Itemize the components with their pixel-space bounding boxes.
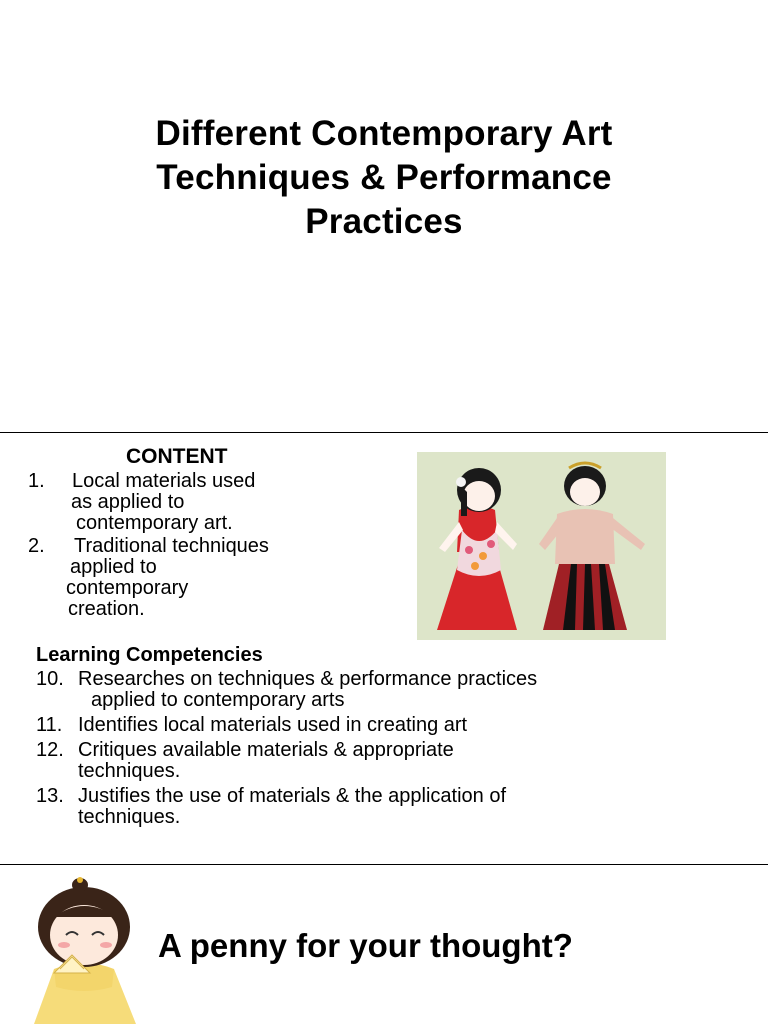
list-text-line: techniques. xyxy=(78,760,181,782)
girl-with-fan-image xyxy=(24,877,144,1024)
list-number: 2. xyxy=(28,535,45,557)
slide-closing xyxy=(0,865,768,1024)
girl-with-fan-icon xyxy=(24,877,144,1024)
list-number: 1. xyxy=(28,470,45,492)
list-text-line: applied to contemporary arts xyxy=(91,689,345,711)
learning-competencies-heading: Learning Competencies xyxy=(36,644,263,666)
list-text-line: creation. xyxy=(68,598,145,620)
list-item xyxy=(36,740,736,782)
list-number: 10. xyxy=(36,668,64,690)
list-item xyxy=(36,669,736,711)
list-text-line: Critiques available materials & appropriate xyxy=(78,739,454,761)
content-heading: CONTENT xyxy=(126,445,228,468)
paper-dolls-image xyxy=(417,452,666,640)
list-item xyxy=(28,471,378,534)
list-item xyxy=(36,786,736,828)
list-text-line: as applied to xyxy=(71,491,185,513)
closing-question: A penny for your thought? xyxy=(158,927,573,964)
list-text-line: Traditional techniques xyxy=(74,535,269,557)
list-text-line: techniques. xyxy=(78,806,181,828)
title-line-1: Different Contemporary Art xyxy=(155,114,613,153)
title-line-2: Techniques & Performance xyxy=(156,158,612,197)
page-title xyxy=(40,112,728,244)
list-number: 13. xyxy=(36,785,64,807)
list-number: 11. xyxy=(36,714,63,736)
competencies-list xyxy=(36,669,736,832)
list-number: 12. xyxy=(36,739,64,761)
slide-title xyxy=(0,0,768,432)
slide-content xyxy=(0,433,768,864)
title-line-3: Practices xyxy=(305,202,463,241)
paper-dolls-icon xyxy=(417,452,666,640)
list-item xyxy=(36,715,736,736)
content-list xyxy=(28,471,378,622)
list-item xyxy=(28,536,378,620)
list-text-line: Identifies local materials used in creating art xyxy=(78,714,468,736)
list-text-line: contemporary xyxy=(66,577,189,599)
list-text-line: Local materials used xyxy=(72,470,256,492)
list-text-line: Justifies the use of materials & the application of xyxy=(78,785,507,807)
list-text-line: contemporary art. xyxy=(76,512,233,534)
list-text-line: Researches on techniques & performance practices xyxy=(78,668,538,690)
list-text-line: applied to xyxy=(70,556,157,578)
